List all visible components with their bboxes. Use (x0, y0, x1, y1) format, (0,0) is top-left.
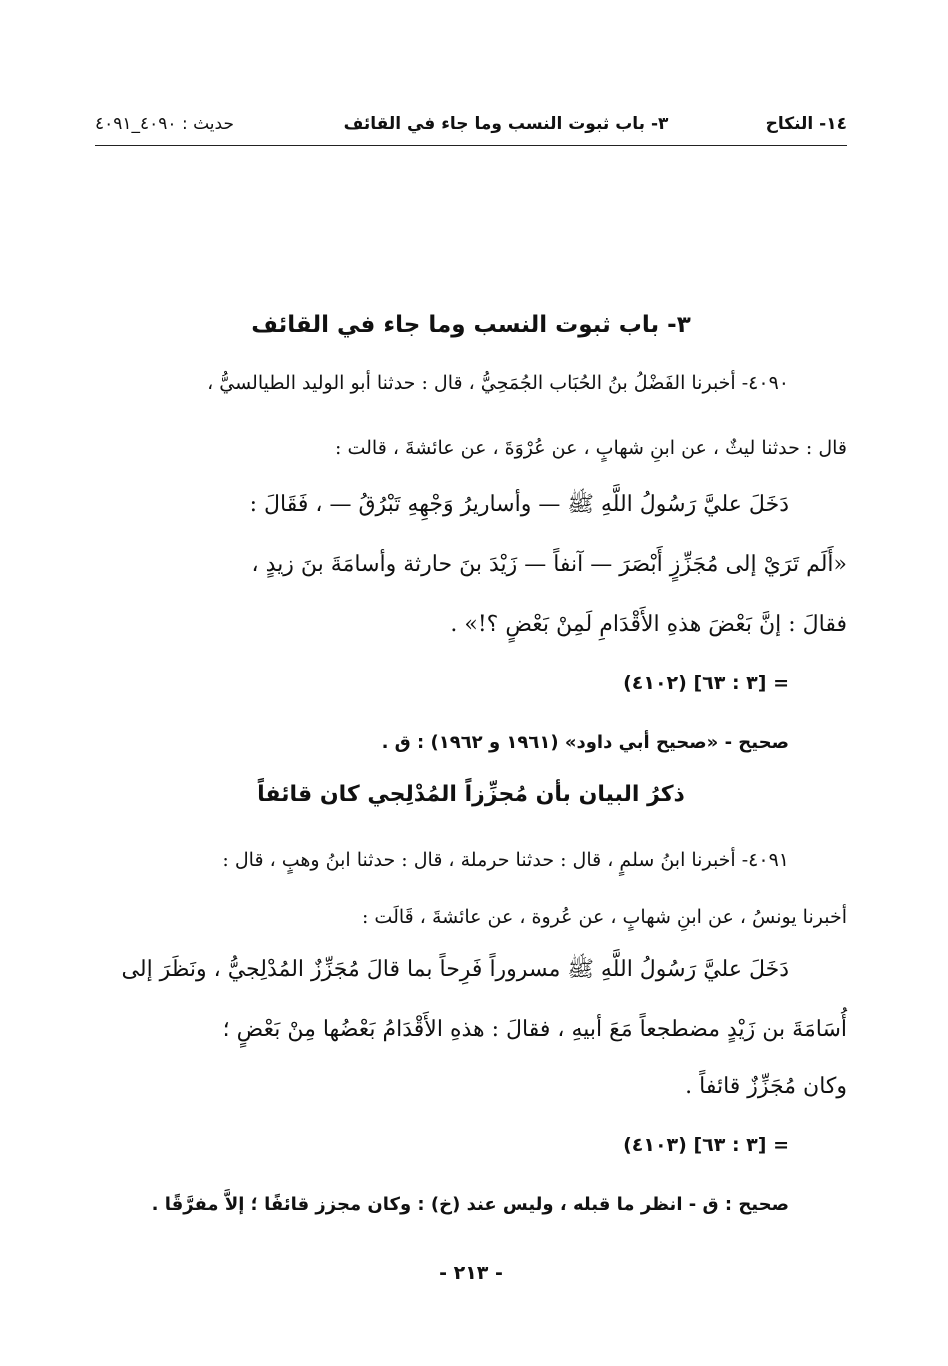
hadith-4090-grade: صحيح - «صحيح أبي داود» (١٩٦١ و ١٩٦٢) : ق . (381, 732, 789, 753)
hadith-4090-reference: = [٣ : ٦٣] (٤١٠٢) (623, 672, 789, 694)
hadith-4091-line-1: ٤٠٩١- أخبرنا ابنُ سلمٍ ، قال : حدثنا حرملة ، قال : حدثنا ابنُ وهبٍ ، قال : (222, 849, 789, 871)
header-rule (95, 145, 847, 146)
hadith-4090-line-2: قال : حدثنا ليثٌ ، عن ابنِ شهابٍ ، عن عُرْوَةَ ، عن عائشةَ ، قالت : (335, 437, 847, 459)
header-section: ٣- باب ثبوت النسب وما جاء في القائف (343, 114, 669, 134)
hadith-4090-line-3: دَخَلَ عليَّ رَسُولُ اللَّهِ ﷺ — وأساريرُ وَجْهِهِ تَبْرُقُ — ، فَقَالَ : (249, 492, 789, 517)
page-number: - ٢١٣ - (439, 1262, 503, 1284)
section-subtitle: ذكرُ البيان بأن مُجزِّزاً المُدْلِجي كان قائفاً (257, 782, 685, 807)
hadith-4091-line-2: أخبرنا يونسُ ، عن ابنِ شهابٍ ، عن عُروة ، عن عائشةَ ، قَالَت : (361, 906, 847, 928)
chapter-title: ٣- باب ثبوت النسب وما جاء في القائف (251, 312, 691, 338)
hadith-4091-reference: = [٣ : ٦٣] (٤١٠٣) (623, 1134, 789, 1156)
running-header (95, 108, 847, 140)
hadith-4090-line-5: فقالَ : إنَّ بَعْضَ هذهِ الأَقْدَامِ لَمِنْ بَعْضٍ ؟!» . (450, 612, 847, 637)
hadith-4090-line-1: ٤٠٩٠- أخبرنا الفَضْلُ بنُ الحُبَاب الجُمَحِيُّ ، قال : حدثنا أبو الوليد الطيالسيُّ ، (207, 372, 789, 394)
hadith-4091-line-3: دَخَلَ عليَّ رَسُولُ اللَّهِ ﷺ مسروراً فَرِحاً بما قالَ مُجَزِّزٌ المُدْلِجيُّ ، ونَظَرَ إلى (121, 957, 789, 982)
header-hadith-range: حديث : ٤٠٩٠_٤٠٩١ (95, 114, 234, 134)
hadith-4091-line-4: أُسَامَةَ بن زَيْدٍ مضطجعاً مَعَ أبيهِ ، فقالَ : هذهِ الأَقْدَامُ بَعْضُها مِنْ بَعْضٍ ؛ (222, 1017, 847, 1042)
hadith-4091-line-5: وكان مُجَزِّزٌ قائفاً . (685, 1074, 847, 1099)
hadith-4091-grade: صحيح : ق - انظر ما قبله ، وليس عند (خ) : وكان مجزز قائفًا ؛ إلاَّ مفرَّقًا . (151, 1194, 789, 1215)
hadith-4090-line-4: «أَلَم تَرَيْ إلى مُجَزِّزٍ أَبْصَرَ — آنفاً — زَيْدَ بنَ حارثة وأسامَةَ بنَ زيدٍ ، (251, 552, 847, 577)
header-chapter: ١٤- النكاح (765, 114, 847, 134)
